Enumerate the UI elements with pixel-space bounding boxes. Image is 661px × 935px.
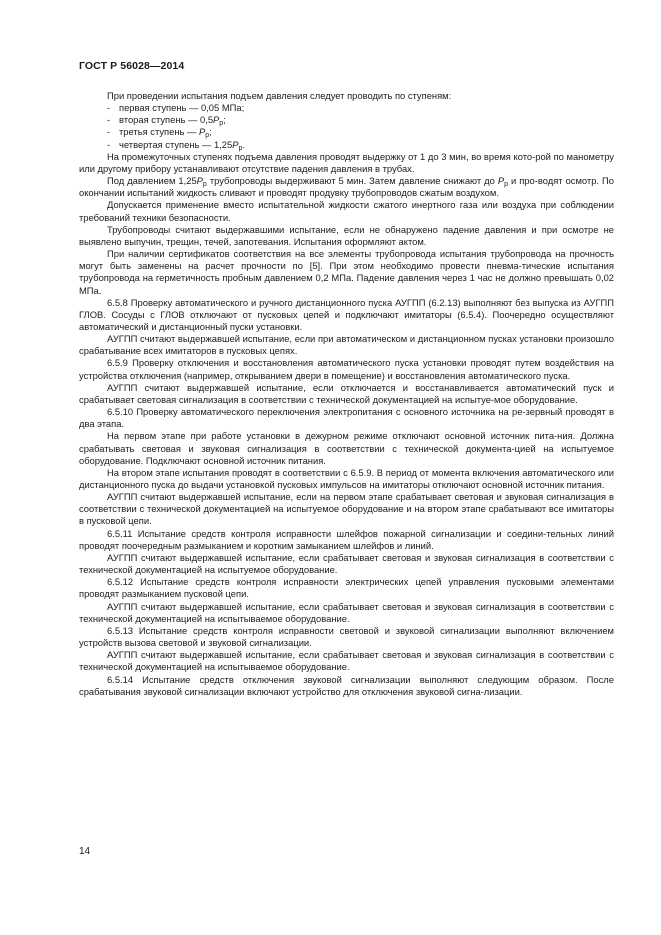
paragraph: 6.5.11 Испытание средств контроля исправности шлейфов пожарной сигнализации и соедини-тельных линий проводят поочередным размыканием и коротким замыканием шлейфов и линий. <box>79 527 614 551</box>
paragraph-pause: На промежуточных ступенях подъема давления проводят выдержку от 1 до 3 мин, во время кото-рой по манометру или другому прибору устанавливают отсутствие падения давления в трубах. <box>79 150 614 174</box>
step-3-end: ; <box>209 126 212 138</box>
paragraph: 6.5.14 Испытание средств отключения звуковой сигнализации выполняют следующим образом. После срабатывания звуковой сигнализации включают устройство для отключения звуковой сигна-лизации. <box>79 673 614 697</box>
paragraph: АУГПП считают выдержавшей испытание, если на первом этапе срабатывает световая и звуковая сигнализация в соответствии с технической документацией на испытуемое оборудование и на втором этапе срабатывают все имитаторы в пусковой цепи. <box>79 491 614 527</box>
page-number: 14 <box>79 846 91 857</box>
step-2-end: ; <box>223 114 226 126</box>
page-body <box>79 90 614 698</box>
step-2-text: вторая ступень — 0,5 <box>119 114 214 126</box>
step-3-text: третья ступень — <box>119 126 199 138</box>
list-dash: - <box>107 102 111 114</box>
paragraph: 6.5.12 Испытание средств контроля исправности электрических цепей управления пусковыми элементами проводят размыканием пусковой цепи. <box>79 576 614 600</box>
document-header: ГОСТ Р 56028—2014 <box>79 60 185 72</box>
list-dash: - <box>107 114 111 126</box>
pressure-text-a: Под давлением 1,25 <box>107 175 197 187</box>
paragraph: 6.5.9 Проверку отключения и восстановления автоматического пуска установки проводят путем воздействия на устройства отключения (например, открыванием двери в помещение) и восстановления автоматического пуска. <box>79 357 614 381</box>
paragraph: 6.5.8 Проверку автоматического и ручного дистанционного пуска АУГПП (6.2.13) выполняют без выпуска из АУГПП ГЛОВ. Сосуды с ГЛОВ отключают от пусковых цепей и подключают имитаторы (6.5.4). Поочередно осуществляют автоматический и дистанционный пуски установки. <box>79 296 614 332</box>
pressure-subscript: р <box>219 120 224 128</box>
paragraph: АУГПП считают выдержавшей испытание, если срабатывает световая и звуковая сигнализация в соответствии с технической документацией на испытываемое оборудование. <box>79 649 614 673</box>
list-item-step-3 <box>79 126 614 138</box>
paragraph: Допускается применение вместо испытательной жидкости сжатого инертного газа или воздуха при соблюдении требований техники безопасности. <box>79 199 614 223</box>
pressure-symbol: P <box>196 175 203 187</box>
step-1-text: первая ступень — 0,05 МПа; <box>119 102 245 114</box>
paragraph: На втором этапе испытания проводят в соответствии с 6.5.9. В период от момента включения автоматического или дистанционного пуска до выдачи установкой пусковых импульсов на имитаторы отключают основной источник питания. <box>79 466 614 490</box>
list-dash: - <box>107 138 111 150</box>
pressure-text-b: трубопроводы выдерживают 5 мин. Затем давление снижают до <box>206 175 498 187</box>
paragraph: АУГПП считают выдержавшей испытание, если срабатывает световая и звуковая сигнализация в соответствии с технической документацией на испытываемое оборудование. <box>79 600 614 624</box>
paragraph: АУГПП считают выдержавшей испытание, если при автоматическом и дистанционном пусках установки произошло срабатывание всех имитаторов в пусковых цепях. <box>79 333 614 357</box>
pressure-text-c: и про-водят осмотр. По окончании испытаний жидкость сливают и проводят продувку трубопроводов сжатым воздухом. <box>79 175 614 199</box>
list-item-step-2 <box>79 114 614 126</box>
pressure-subscript: р <box>238 144 243 152</box>
paragraph: АУГПП считают выдержавшей испытание, если срабатывает световая и звуковая сигнализация в соответствии с технической документацией на испытуемое оборудование. <box>79 551 614 576</box>
paragraph-pressure <box>79 175 614 199</box>
pressure-symbol: P <box>213 114 220 126</box>
pressure-subscript: р <box>504 181 508 189</box>
pressure-symbol: P <box>232 138 239 150</box>
step-4-text: четвертая ступень — 1,25 <box>119 138 233 150</box>
paragraph: При наличии сертификатов соответствия на все элементы трубопровода испытания трубопровода на прочность могут быть заменены на расчет прочности по [5]. При этом необходимо провести пневма-тические испытания трубопровода на герметичность пробным давлением 0,2 МПа. Падение давления через 1 час не должно превышать 0,02 МПа. <box>79 248 614 296</box>
paragraph: АУГПП считают выдержавшей испытание, если отключается и восстанавливается автоматический пуск и срабатывает световая сигнализация в соответствии с технической документацией на испытуе-мое оборудование. <box>79 381 614 405</box>
list-dash: - <box>107 126 111 138</box>
pressure-subscript: р <box>205 132 210 140</box>
list-item-step-4 <box>79 139 614 151</box>
pressure-symbol: P <box>497 175 505 187</box>
paragraph: 6.5.10 Проверку автоматического переключения электропитания с основного источника на ре-зервный проводят в два этапа. <box>79 406 614 430</box>
paragraph-intro: При проведении испытания подъем давления следует проводить по ступеням: <box>107 90 452 101</box>
pressure-symbol: P <box>198 126 206 138</box>
paragraph: 6.5.13 Испытание средств контроля исправности световой и звуковой сигнализации выполняют включением устройств вызова световой и звуковой сигнализации. <box>79 624 614 649</box>
step-4-end: . <box>242 138 245 150</box>
paragraph: Трубопроводы считают выдержавшими испытание, если не обнаружено падение давления и при осмотре не выявлено выпучин, трещин, течей, запотевания. Испытания оформляют актом. <box>79 223 614 247</box>
list-item-step-1 <box>79 102 614 114</box>
paragraph: На первом этапе при работе установки в дежурном режиме отключают основной источник пита-ния. Должна срабатывать световая и звуковая сигнализация в соответствии с технической документа-цией на испытуемое оборудование. Подключают основной источник питания. <box>79 430 614 466</box>
pressure-subscript: р <box>202 181 207 189</box>
